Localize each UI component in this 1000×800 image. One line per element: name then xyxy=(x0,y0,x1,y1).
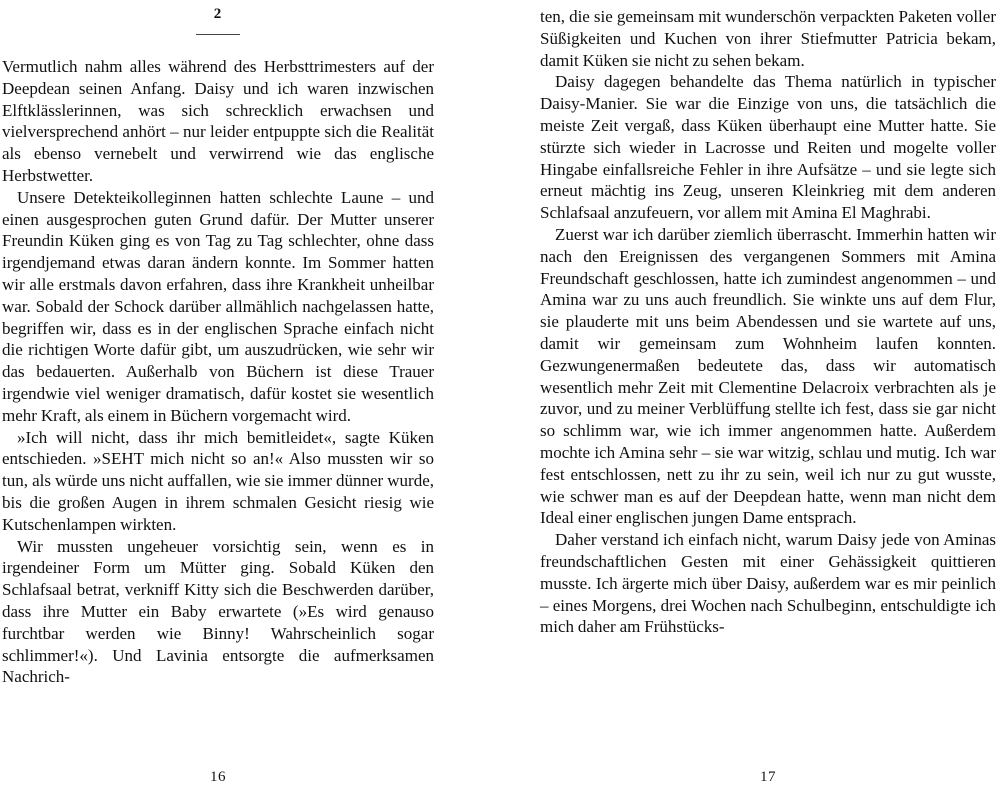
paragraph: Daher verstand ich einfach nicht, warum Daisy jede von Aminas freundschaftlichen Gesten mit einer Gehässigkeit quittieren musste. Ich ärgerte mich über Daisy, außerdem war es mir peinlich – eines Morgens, drei Wochen nach Schulbeginn, entschuldigte ich mich daher am Frühstücks- xyxy=(540,530,996,637)
chapter-number: 2 xyxy=(213,6,223,22)
right-page xyxy=(540,0,996,800)
left-page xyxy=(2,0,434,800)
paragraph: ten, die sie gemeinsam mit wunderschön verpackten Paketen voller Süßigkeiten und Kuchen von ihrer Stiefmutter Patricia bekam, damit Küken sie nicht zu sehen bekam. xyxy=(540,7,996,70)
paragraph: Unsere Detekteikolleginnen hatten schlechte Laune – und einen ausgesprochen guten Grund dafür. Der Mutter unserer Freundin Küken ging es von Tag zu Tag schlechter, ohne dass irgendjemand etwas daran ändern konnte. Im Sommer hatten wir alle erstmals davon erfahren, dass ihre Krankheit unheilbar war. Sobald der Schock darüber allmählich nachgelassen hatte, begriffen wir, dass es in der englischen Sprache einfach nicht die richtigen Worte dafür gibt, um auszudrücken, wie sehr wir das bedauerten. Außerhalb von Büchern ist diese Trauer irgendwie viel weniger dramatisch, dafür kostet sie wesentlich mehr Kraft, als einem in Büchern vorgemacht wird. xyxy=(2,187,434,425)
right-page-body xyxy=(540,6,996,638)
chapter-rule-divider xyxy=(196,34,240,35)
page-number-left: 16 xyxy=(210,769,226,785)
page-number-right: 17 xyxy=(760,769,776,785)
paragraph: Daisy dagegen behandelte das Thema natürlich in typischer Daisy-Manier. Sie war die Einzige von uns, die tatsächlich die meiste Zeit vergaß, dass Küken überhaupt eine Mutter hatte. Sie stürzte sich wieder in Lacrosse und Reiten und mogelte voller Hingabe einfallsreiche Fehler in ihre Aufsätze – und sie legte sich erneut mächtig ins Zeug, unseren Kleinkrieg mit dem anderen Schlafsaal anzufeuern, vor allem mit Amina El Maghrabi. xyxy=(540,72,996,223)
paragraph: Wir mussten ungeheuer vorsichtig sein, wenn es in irgendeiner Form um Mütter ging. Sobald Küken den Schlafsaal betrat, verkniff Kitty sich die Beschwerden darüber, dass ihre Mutter ein Baby erwartete (»Es wird genauso furchtbar werden wie Binny! Wahrscheinlich sogar schlimmer!«). Und Lavinia entsorgte die aufmerksamen Nachrich- xyxy=(2,536,434,687)
chapter-heading xyxy=(2,0,434,35)
left-page-body xyxy=(2,56,434,688)
paragraph: Zuerst war ich darüber ziemlich überrascht. Immerhin hatten wir nach den Ereignissen des vergangenen Sommers mit Amina Freundschaft geschlossen, hatte ich zumindest angenommen – und Amina war zu uns auch freundlich. Sie winkte uns auf dem Flur, sie plauderte mit uns beim Abendessen und sie wartete auf uns, damit wir gemeinsam zum Wohnheim laufen konnten. Gezwungenermaßen bedeutete das, dass wir automatisch wesentlich mehr Zeit mit Clementine Delacroix verbrachten als je zuvor, und zu meiner Verblüffung stellte ich fest, dass sie gar nicht so schlimm war, wie ich immer angenommen hatte. Außerdem mochte ich Amina sehr – sie war witzig, schlau und mutig. Ich war fest entschlossen, nett zu ihr zu sein, weil ich nur zu gut wusste, wie schwer man es auf der Deepdean hatte, wenn man nicht dem Ideal einer englischen jungen Dame entsprach. xyxy=(540,224,996,528)
paragraph: Vermutlich nahm alles während des Herbsttrimesters auf der Deepdean seinen Anfang. Daisy und ich waren inzwischen Elftklässlerinnen, was sich schrecklich erwachsen und vielversprechend anhört – nur leider entpuppte sich die Realität als ebenso vernebelt und verwirrend wie das englische Herbstwetter. xyxy=(2,57,434,185)
paragraph: »Ich will nicht, dass ihr mich bemitleidet«, sagte Küken entschieden. »SEHT mich nicht so an!« Also mussten wir so tun, als würde uns nicht auffallen, wie sie immer dünner wurde, bis die großen Augen in ihrem schmalen Gesicht riesig wie Kutschenlampen wirkten. xyxy=(2,427,434,534)
